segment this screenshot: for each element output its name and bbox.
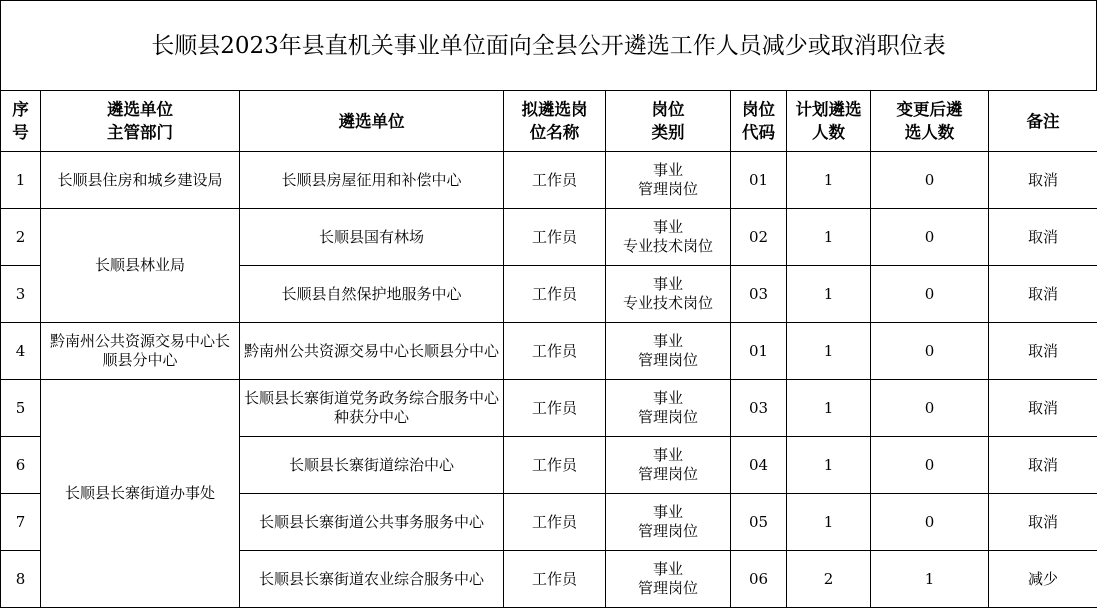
row-position: 工作员 xyxy=(504,380,606,437)
row-code: 03 xyxy=(731,266,787,323)
row-position: 工作员 xyxy=(504,152,606,209)
row-category: 事业 管理岗位 xyxy=(606,323,731,380)
row-remark: 取消 xyxy=(989,323,1097,380)
row-code: 01 xyxy=(731,323,787,380)
row-code: 05 xyxy=(731,494,787,551)
row-planned: 1 xyxy=(787,266,871,323)
row-category: 事业 专业技术岗位 xyxy=(606,209,731,266)
row-seq: 1 xyxy=(1,152,41,209)
row-position: 工作员 xyxy=(504,551,606,608)
row-changed: 0 xyxy=(871,437,989,494)
row-category: 事业 管理岗位 xyxy=(606,551,731,608)
header-remark: 备注 xyxy=(989,91,1097,152)
row-planned: 1 xyxy=(787,209,871,266)
table-row xyxy=(1,323,1097,380)
row-seq: 3 xyxy=(1,266,41,323)
row-remark: 减少 xyxy=(989,551,1097,608)
row-remark: 取消 xyxy=(989,266,1097,323)
row-changed: 0 xyxy=(871,380,989,437)
row-unit: 长顺县房屋征用和补偿中心 xyxy=(240,152,504,209)
row-category: 事业 专业技术岗位 xyxy=(606,266,731,323)
row-seq: 4 xyxy=(1,323,41,380)
row-seq: 5 xyxy=(1,380,41,437)
row-unit: 黔南州公共资源交易中心长顺县分中心 xyxy=(240,323,504,380)
row-remark: 取消 xyxy=(989,437,1097,494)
row-seq: 6 xyxy=(1,437,41,494)
row-changed: 0 xyxy=(871,209,989,266)
row-changed: 0 xyxy=(871,152,989,209)
row-position: 工作员 xyxy=(504,494,606,551)
row-changed: 1 xyxy=(871,551,989,608)
row-seq: 7 xyxy=(1,494,41,551)
header-changed: 变更后遴 选人数 xyxy=(871,91,989,152)
header-seq: 序 号 xyxy=(1,91,41,152)
header-row xyxy=(1,91,1097,152)
row-remark: 取消 xyxy=(989,152,1097,209)
row-seq: 2 xyxy=(1,209,41,266)
row-remark: 取消 xyxy=(989,209,1097,266)
row-planned: 1 xyxy=(787,380,871,437)
header-dept: 遴选单位 主管部门 xyxy=(41,91,240,152)
row-category: 事业 管理岗位 xyxy=(606,437,731,494)
row-changed: 0 xyxy=(871,494,989,551)
row-position: 工作员 xyxy=(504,209,606,266)
row-category: 事业 管理岗位 xyxy=(606,380,731,437)
row-changed: 0 xyxy=(871,266,989,323)
row-position: 工作员 xyxy=(504,437,606,494)
header-planned: 计划遴选 人数 xyxy=(787,91,871,152)
row-unit: 长顺县长寨街道公共事务服务中心 xyxy=(240,494,504,551)
row-remark: 取消 xyxy=(989,494,1097,551)
table-row xyxy=(1,380,1097,437)
table-row xyxy=(1,209,1097,266)
row-planned: 1 xyxy=(787,152,871,209)
row-planned: 2 xyxy=(787,551,871,608)
row-dept: 黔南州公共资源交易中心长顺县分中心 xyxy=(41,323,240,380)
row-planned: 1 xyxy=(787,494,871,551)
header-code: 岗位 代码 xyxy=(731,91,787,152)
row-changed: 0 xyxy=(871,323,989,380)
row-unit: 长顺县长寨街道综治中心 xyxy=(240,437,504,494)
row-code: 04 xyxy=(731,437,787,494)
document-title: 长顺县2023年县直机关事业单位面向全县公开遴选工作人员减少或取消职位表 xyxy=(0,0,1097,90)
row-category: 事业 管理岗位 xyxy=(606,152,731,209)
row-unit: 长顺县长寨街道党务政务综合服务中心种获分中心 xyxy=(240,380,504,437)
row-position: 工作员 xyxy=(504,266,606,323)
row-dept: 长顺县林业局 xyxy=(41,209,240,323)
row-code: 01 xyxy=(731,152,787,209)
position-table xyxy=(0,90,1097,608)
header-unit: 遴选单位 xyxy=(240,91,504,152)
table-row xyxy=(1,152,1097,209)
row-remark: 取消 xyxy=(989,380,1097,437)
row-dept: 长顺县长寨街道办事处 xyxy=(41,380,240,608)
row-code: 02 xyxy=(731,209,787,266)
row-seq: 8 xyxy=(1,551,41,608)
row-planned: 1 xyxy=(787,437,871,494)
row-unit: 长顺县长寨街道农业综合服务中心 xyxy=(240,551,504,608)
row-code: 03 xyxy=(731,380,787,437)
header-position-name: 拟遴选岗 位名称 xyxy=(504,91,606,152)
row-position: 工作员 xyxy=(504,323,606,380)
row-code: 06 xyxy=(731,551,787,608)
row-category: 事业 管理岗位 xyxy=(606,494,731,551)
header-category: 岗位 类别 xyxy=(606,91,731,152)
row-unit: 长顺县国有林场 xyxy=(240,209,504,266)
row-dept: 长顺县住房和城乡建设局 xyxy=(41,152,240,209)
row-unit: 长顺县自然保护地服务中心 xyxy=(240,266,504,323)
row-planned: 1 xyxy=(787,323,871,380)
